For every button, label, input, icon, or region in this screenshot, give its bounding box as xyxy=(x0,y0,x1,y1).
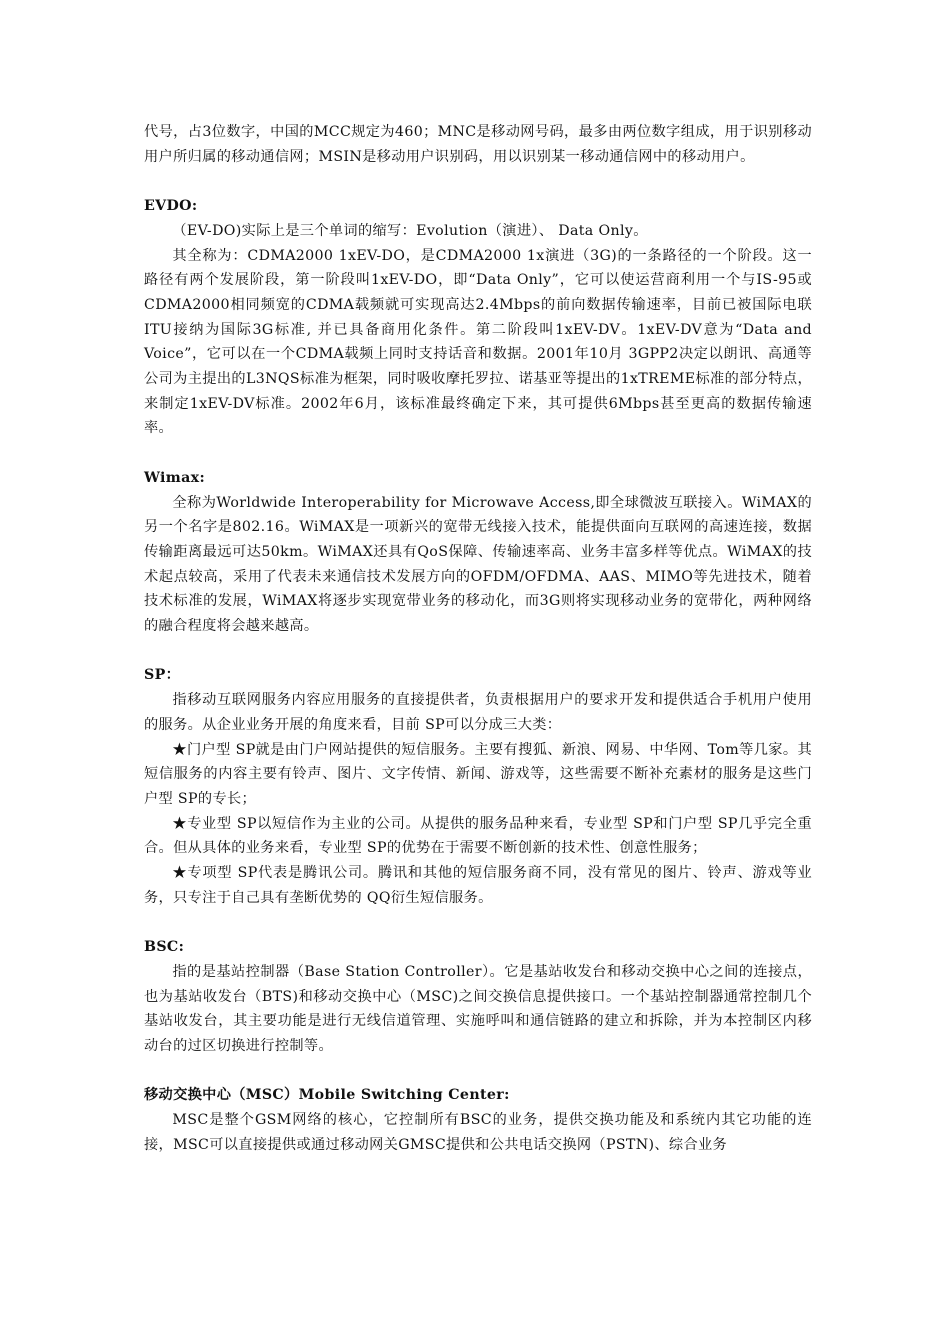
section-gap xyxy=(144,441,812,466)
bsc-paragraph-1: 指的是基站控制器（Base Station Controller）。它是基站收发台和移动交换中心之间的连接点，也为基站收发台（BTS)和移动交换中心（MSC)之间交换信息提供接口。一个基站控制器通常控制几个基站收发台，其主要功能是进行无线信道管理、实施呼叫和通信链路的建立和拆除，并为本控制区内移 动台的过区切换进行控制等。 xyxy=(144,963,812,1054)
sp-paragraph-1: 指移动互联网服务内容应用服务的直接提供者，负责根据用户的要求开发和提供适合手机用户使用的服务。从企业业务开展的角度来看，目前 SP可以分成三大类： xyxy=(144,692,812,733)
sp-heading: SP： xyxy=(144,667,181,684)
evdo-heading: EVDO: xyxy=(144,198,198,215)
wimax-paragraph-1: 全称为Worldwide Interoperability for Microwave Access,即全球微波互联接入。WiMAX的另一个名字是802.16。WiMAX是一项新兴的宽带无线接入技术，能提供面向互联网的高速连接，数据传输距离最远可达50km。WiMAX还具有QoS保障、传输速率高、业务丰富多样等优点。WiMAX的技术起点较高，采用了代表未来通信技术发展方向的OFDM/OFDMA、AAS、MIMO等先进技术，随着技术标准的发展，WiMAX将逐步实现宽带业务的移动化，而3G则将实现移动业务的宽带化，两种网络的融合程度将会越来越高。 xyxy=(144,494,812,635)
sp-professional-paragraph: ★专业型 SP以短信作为主业的公司。从提供的服务品种来看，专业型 SP和门户型 SP几乎完全重合。但从具体的业务来看，专业型 SP的优势在于需要不断创新的技术性、创意性服务； xyxy=(144,815,812,857)
section-gap xyxy=(144,1059,812,1084)
section-gap xyxy=(144,639,812,664)
intro-paragraph: 代号，占3位数字，中国的MCC规定为460；MNC是移动网号码，最多由两位数字组成，用于识别移动用户所归属的移动通信网；MSIN是移动用户识别码，用以识别某一移动通信网中的移动用户。 xyxy=(144,124,812,165)
msc-paragraph-1: MSC是整个GSM网络的核心，它控制所有BSC的业务，提供交换功能及和系统内其它功能的连接，MSC可以直接提供或通过移动网关GMSC提供和公共电话交换网（PSTN)、综合业务 xyxy=(144,1112,812,1153)
evdo-paragraph-1: （EV-DO)实际上是三个单词的缩写：Evolution（演进）、 Data Only。 xyxy=(172,222,648,239)
wimax-heading: Wimax: xyxy=(144,469,206,486)
bsc-heading: BSC: xyxy=(144,939,185,956)
section-gap xyxy=(144,910,812,935)
section-gap xyxy=(144,169,812,194)
sp-special-paragraph: ★专项型 SP代表是腾讯公司。腾讯和其他的短信服务商不同，没有常见的图片、铃声、游戏等业务，只专注于自己具有垄断优势的 QQ衍生短信服务。 xyxy=(144,865,812,906)
document-page xyxy=(144,120,812,1157)
evdo-paragraph-2: 其全称为：CDMA2000 1xEV-DO，是CDMA2000 1x演进（3G)的一条路径的一个阶段。这一路径有两个发展阶段，第一阶段叫1xEV-DO，即“Data Only”，它可以使运营商利用一个与IS-95或CDMA2000相同频宽的CDMA载频就可实现高达2.4Mbps的前向数据传输速率，目前已被国际电联ITU接纳为国际3G标准, 并已具备商用化条件。第二阶段叫1xEV-DV。1xEV-DV意为“Data and Voice”，它可以在一个CDMA载频上同时支持话音和数据。2001年10月 3GPP2决定以朗讯、高通等公司为主提出的L3NQS标准为框架，同时吸收摩托罗拉、诺基亚等提出的1xTREME标准的部分特点，来制定1xEV-DV标准。2002年6月，该标准最终确定下来，其可提供6Mbps甚至更高的数据传输速率。 xyxy=(144,247,812,437)
msc-heading: 移动交换中心（MSC）Mobile Switching Center: xyxy=(144,1087,510,1104)
sp-portal-paragraph: ★门户型 SP就是由门户网站提供的短信服务。主要有搜狐、新浪、网易、中华网、Tom等几家。其短信服务的内容主要有铃声、图片、文字传情、新闻、游戏等，这些需要不断补充素材的服务是这些门户型 SP的专长； xyxy=(144,741,812,807)
